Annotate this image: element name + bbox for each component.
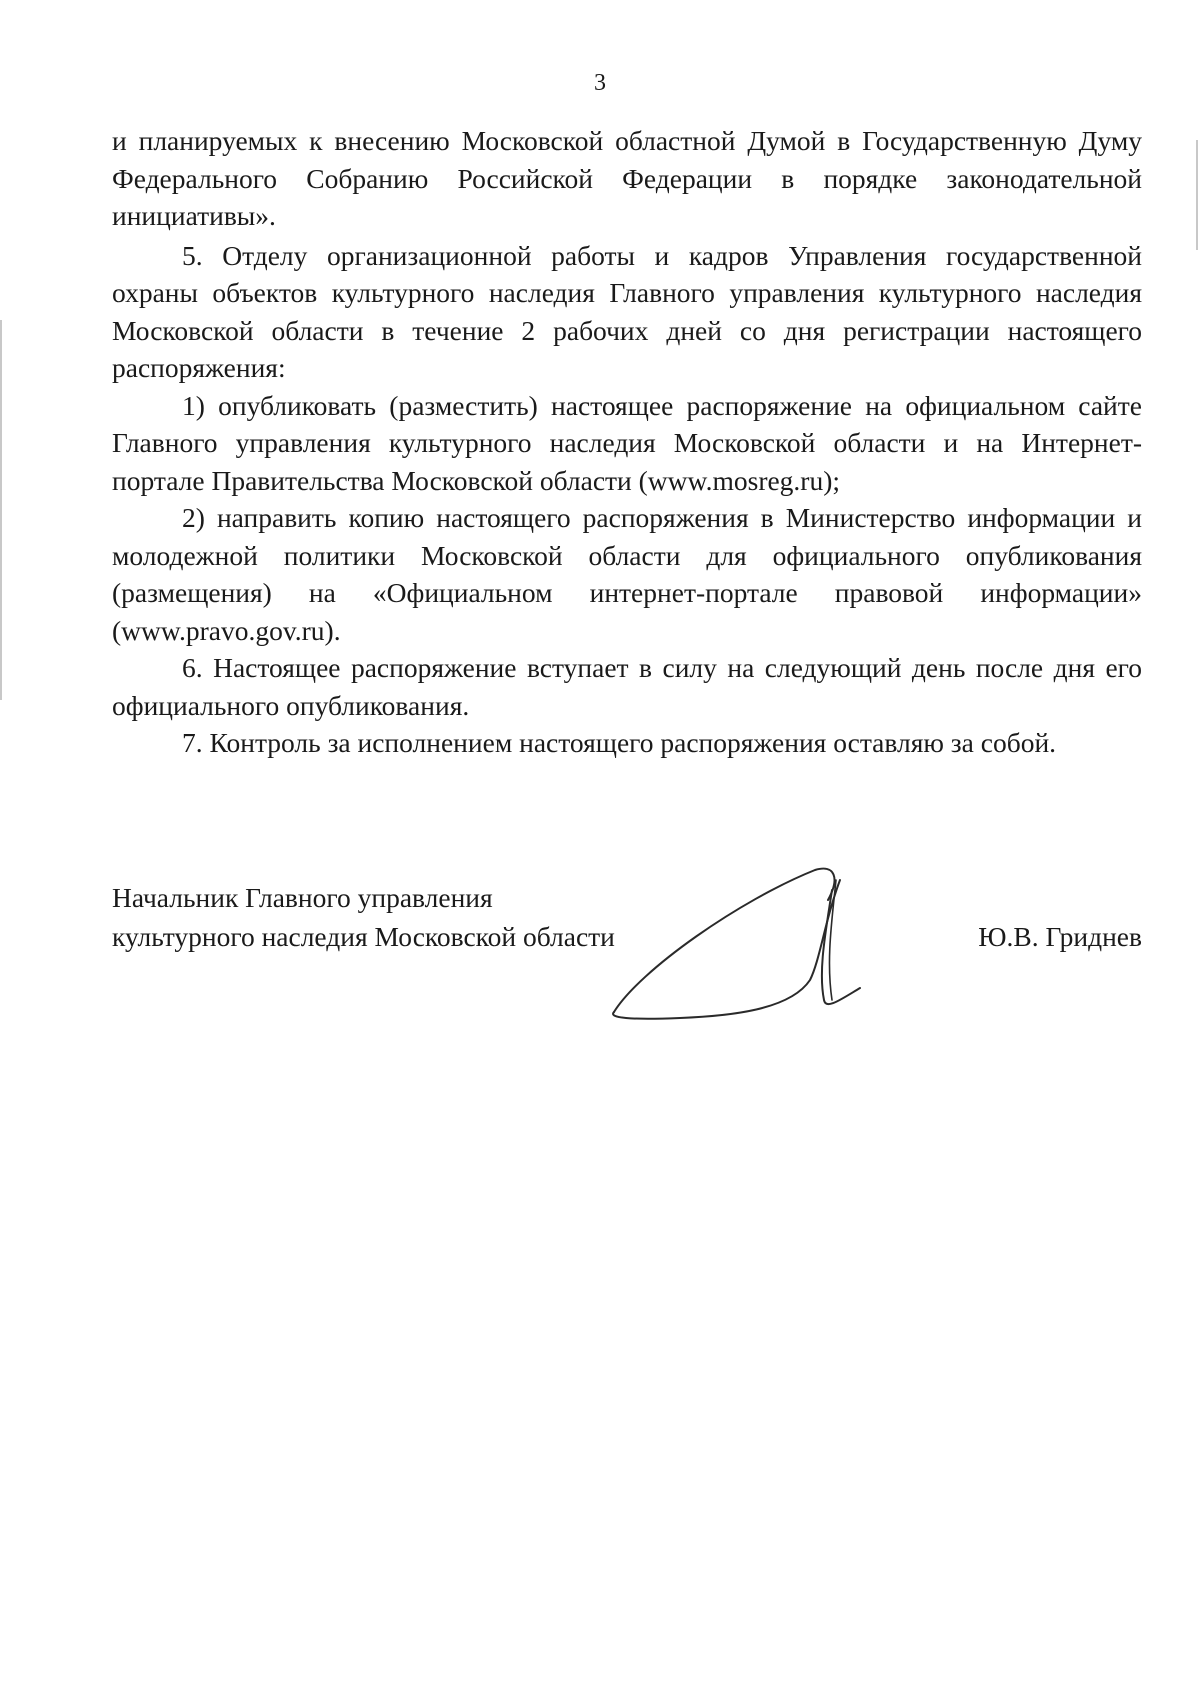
signatory-position-line-1: Начальник Главного управления bbox=[112, 882, 493, 913]
page-number: 3 bbox=[594, 70, 606, 96]
paragraph-subitem-2: 2) направить копию настоящего распоряжения в Министерство информации и молодежной политики Московской области для официального опубликования (размещения) на «Официальном интернет-портале правовой информации» (www.pravo.gov.ru). bbox=[112, 502, 1142, 646]
scan-edge-mark bbox=[0, 320, 2, 700]
signatory-position bbox=[112, 878, 615, 956]
handwritten-signature bbox=[600, 860, 880, 1020]
scan-edge-mark bbox=[1196, 140, 1198, 250]
paragraph-item-5: 5. Отделу организационной работы и кадров Управления государственной охраны объектов культурного наследия Главного управления культурного наследия Московской области в течение 2 рабочих дней со дня регистрации настоящего распоряжения: bbox=[112, 239, 1142, 383]
paragraph-item-7: 7. Контроль за исполнением настоящего распоряжения оставляю за собой. bbox=[182, 727, 1057, 758]
signatory-position-line-2: культурного наследия Московской области bbox=[112, 921, 615, 952]
signatory-name: Ю.В. Гриднев bbox=[978, 921, 1142, 952]
paragraph-subitem-1: 1) опубликовать (разместить) настоящее распоряжение на официальном сайте Главного управления культурного наследия Московской области и на Интернет-портале Правительства Московской области (www.mosreg.ru); bbox=[112, 389, 1142, 496]
paragraph-continuation: и планируемых к внесению Московской областной Думой в Государственную Думу Федерального Собранию Российской Федерации в порядке законодательной инициативы». bbox=[112, 125, 1142, 231]
document-body bbox=[112, 122, 1142, 762]
paragraph-item-6: 6. Настоящее распоряжение вступает в силу на следующий день после дня его официального опубликования. bbox=[112, 652, 1142, 721]
